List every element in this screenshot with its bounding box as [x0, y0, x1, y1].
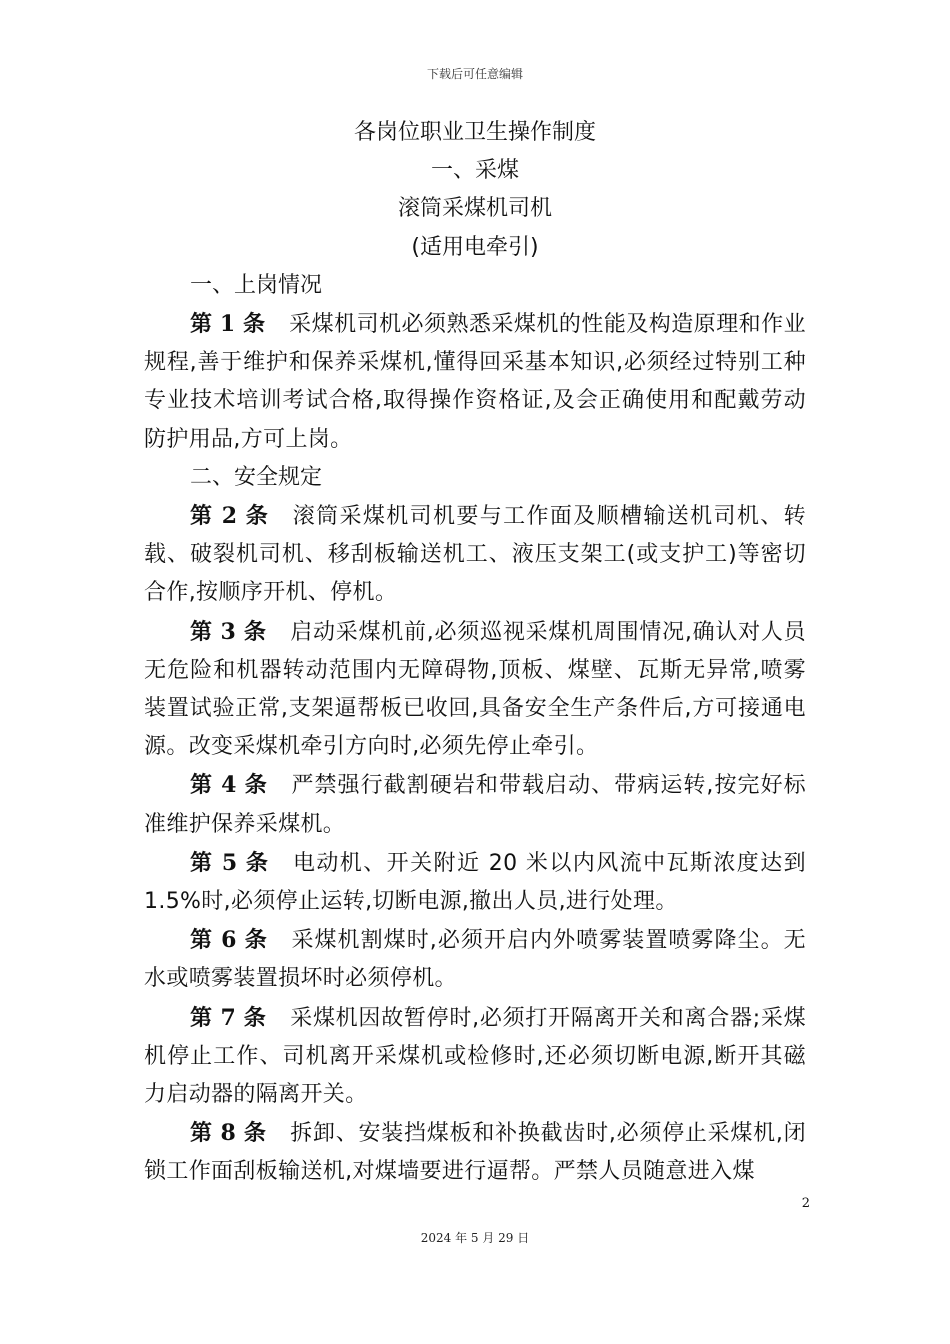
page-number: 2	[801, 1196, 810, 1211]
position-title: 滚筒采煤机司机	[397, 196, 552, 222]
article-number: 第 8 条	[190, 1120, 267, 1147]
article-text: 严禁强行截割硬岩和带载启动、带病运转,按完好标准维护保养采煤机。	[144, 773, 806, 837]
document-title: 各岗位职业卫生操作制度	[353, 120, 596, 145]
article-text: 启动采煤机前,必须巡视采煤机周围情况,确认对人员无危险和机器转动范围内无障碍物,顶板、煤壁、瓦斯无异常,喷雾装置试验正常,支架逼帮板已收回,具备安全生产条件后,方可接通电源。改变采煤机牵引方向时,必须先停止牵引。	[144, 619, 806, 760]
header-note: 下载后可任意编辑	[426, 67, 523, 81]
article-number: 第 3 条	[190, 618, 267, 645]
article-2	[144, 497, 806, 613]
article-text: 采煤机因故暂停时,必须打开隔离开关和离合器;采煤机停止工作、司机离开采煤机或检修时,还必须切断电源,断开其磁力启动器的隔离开关。	[144, 1005, 806, 1108]
document-body	[144, 114, 806, 1192]
section-heading-duty: 一、上岗情况	[190, 272, 323, 298]
article-text: 电动机、开关附近 20 米以内风流中瓦斯浓度达到 1.5%时,必须停止运转,切断电源,撤出人员,进行处理。	[144, 850, 806, 914]
article-8	[144, 1114, 806, 1191]
article-text: 采煤机司机必须熟悉采煤机的性能及构造原理和作业规程,善于维护和保养采煤机,懂得回采基本知识,必须经过特别工种专业技术培训考试合格,取得操作资格证,及会正确使用和配戴劳动防护用品,方可上岗。	[144, 311, 806, 452]
article-7	[144, 999, 806, 1115]
article-number: 第 5 条	[190, 849, 269, 876]
article-4	[144, 766, 806, 843]
article-text: 拆卸、安装挡煤板和补换截齿时,必须停止采煤机,闭锁工作面刮板输送机,对煤墙要进行逼帮。严禁人员随意进入煤	[144, 1121, 806, 1185]
article-6	[144, 921, 806, 998]
article-text: 采煤机割煤时,必须开启内外喷雾装置喷雾降尘。无水或喷雾装置损坏时必须停机。	[144, 928, 806, 992]
footer-date: 2024 年 5 月 29 日	[420, 1231, 530, 1245]
article-number: 第 4 条	[190, 772, 268, 799]
article-number: 第 1 条	[190, 310, 266, 337]
article-5	[144, 844, 806, 921]
part-title: 一、采煤	[430, 158, 519, 184]
section-heading-safety: 二、安全规定	[190, 464, 323, 490]
article-1	[144, 305, 806, 459]
article-text: 滚筒采煤机司机要与工作面及顺槽输送机司机、转载、破裂机司机、移刮板输送机工、液压支架工(或支护工)等密切合作,按顺序开机、停机。	[144, 503, 806, 606]
article-3	[144, 613, 806, 767]
article-number: 第 6 条	[190, 927, 268, 954]
article-number: 第 2 条	[190, 502, 269, 529]
article-number: 第 7 条	[190, 1004, 267, 1031]
scope-title: (适用电牵引)	[411, 234, 539, 260]
